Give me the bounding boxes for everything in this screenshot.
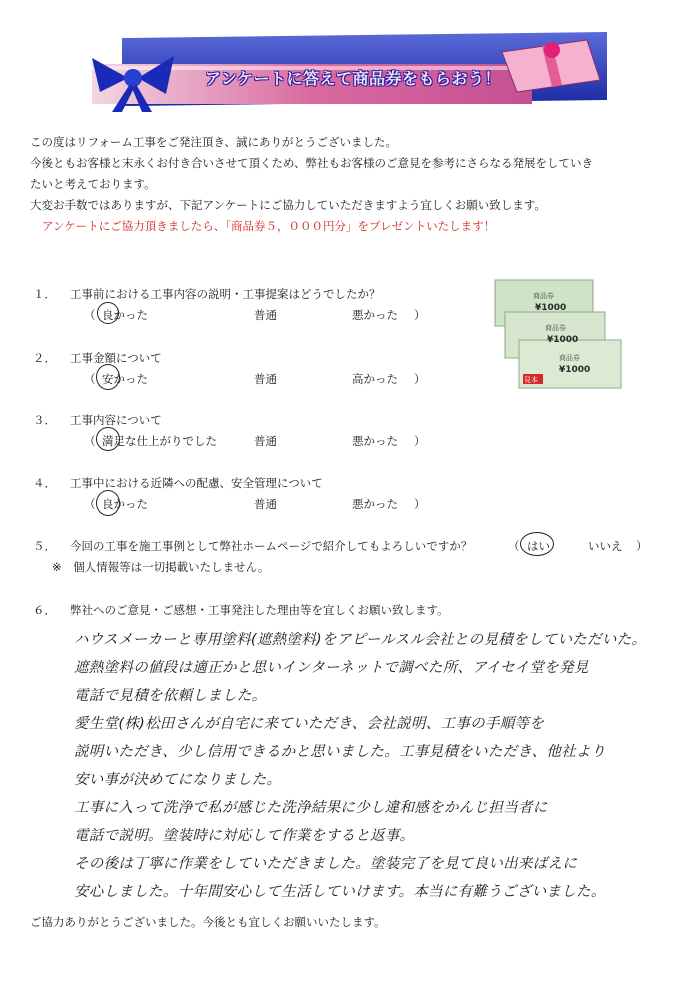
handwritten-line: 安心しました。十年間安心して生活していけます。本当に有難うございました。 bbox=[74, 884, 606, 900]
handwritten-line: 工事に入って洗浄で私が感じた洗浄結果に少し違和感をかんじ担当者に bbox=[74, 800, 548, 816]
q2-answer-circle bbox=[96, 364, 120, 390]
q6-number: ６． bbox=[33, 603, 56, 617]
closing-message: ご協力ありがとうございました。今後とも宜しくお願いいたします。 bbox=[30, 915, 386, 929]
handwritten-line: 電話で見積を依頼しました。 bbox=[74, 688, 267, 704]
q2-number: ２． bbox=[33, 351, 56, 365]
q4-number: ４． bbox=[33, 476, 56, 490]
q1-option-bad[interactable]: 悪かった bbox=[352, 308, 398, 322]
q2-option-cheap[interactable]: 安かった bbox=[102, 372, 148, 386]
q2-option-expensive[interactable]: 高かった bbox=[352, 372, 398, 386]
q5-option-yes[interactable]: はい bbox=[527, 539, 550, 553]
handwritten-line: 説明いただき、少し信用できるかと思いました。工事見積をいただき、他社より bbox=[74, 744, 606, 760]
handwritten-line: 遮熱塗料の値段は適正かと思いインターネットで調べた所、アイセイ堂を発見 bbox=[74, 660, 589, 676]
q3-text: 工事内容について bbox=[70, 413, 162, 427]
q4-option-bad[interactable]: 悪かった bbox=[352, 497, 398, 511]
handwritten-line: 電話で説明。塗装時に対応して作業をすると返事。 bbox=[74, 828, 415, 844]
present-notice: アンケートにご協力頂きましたら、「商品券５，０００円分」をプレゼントいたします！ bbox=[42, 219, 496, 233]
q3-option-bad[interactable]: 悪かった bbox=[352, 434, 398, 448]
svg-text:¥1000: ¥1000 bbox=[559, 365, 591, 375]
banner-title: アンケートに答えて商品券をもらおう！ bbox=[205, 69, 502, 88]
q4-open-paren: （ bbox=[84, 497, 96, 511]
q3-answer-circle bbox=[96, 427, 120, 451]
handwritten-line: 安い事が決めてになりました。 bbox=[74, 772, 282, 788]
intro-line-1: この度はリフォーム工事をご発注頂き、誠にありがとうございました。 bbox=[30, 135, 397, 149]
handwritten-line: 愛生堂(株)松田さんが自宅に来ていただき、会社説明、工事の手順等を bbox=[74, 716, 545, 732]
svg-text:¥1000: ¥1000 bbox=[547, 335, 579, 345]
q5-close-paren: ） bbox=[636, 539, 648, 553]
q1-open-paren: （ bbox=[84, 308, 96, 322]
q1-option-normal[interactable]: 普通 bbox=[254, 308, 277, 322]
q5-privacy-note: ※ 個人情報等は一切掲載いたしません。 bbox=[52, 560, 270, 574]
q1-number: １． bbox=[33, 287, 56, 301]
gift-voucher-image bbox=[493, 278, 623, 390]
q2-text: 工事金額について bbox=[70, 351, 162, 365]
q3-option-normal[interactable]: 普通 bbox=[254, 434, 277, 448]
q4-close-paren: ） bbox=[414, 497, 426, 511]
svg-text:商品券: 商品券 bbox=[545, 324, 566, 332]
handwritten-line: ハウスメーカーと専用塗料(遮熱塗料)をアピールスル会社との見積をしていただいた。 bbox=[74, 632, 647, 648]
q2-option-normal[interactable]: 普通 bbox=[254, 372, 277, 386]
q3-open-paren: （ bbox=[84, 434, 96, 448]
q5-open-paren: （ bbox=[508, 539, 520, 553]
svg-text:商品券: 商品券 bbox=[533, 292, 554, 300]
q5-option-no[interactable]: いいえ bbox=[588, 539, 623, 553]
q1-answer-circle bbox=[97, 302, 119, 324]
q1-option-good[interactable]: 良かった bbox=[102, 308, 148, 322]
intro-line-4: 大変お手数ではありますが、下記アンケートにご協力していただきますよう宜しくお願い致します。 bbox=[30, 198, 546, 212]
q5-answer-circle bbox=[520, 532, 554, 556]
voucher-amount: ¥1000 bbox=[535, 303, 567, 313]
intro-line-2: 今後ともお客様と末永くお付き合いさせて頂くため、弊社もお客様のご意見を参考にさらなる発展をしていき bbox=[30, 156, 594, 170]
q1-close-paren: ） bbox=[414, 308, 426, 322]
handwritten-line: その後は丁寧に作業をしていただきました。塗装完了を見て良い出来ばえに bbox=[74, 856, 578, 872]
q2-close-paren: ） bbox=[414, 372, 426, 386]
intro-line-3: たいと考えております。 bbox=[30, 177, 156, 191]
q1-text: 工事前における工事内容の説明・工事提案はどうでしたか？ bbox=[70, 287, 381, 301]
q2-open-paren: （ bbox=[84, 372, 96, 386]
q4-answer-circle bbox=[96, 490, 120, 516]
q3-option-satisfied[interactable]: 満足な仕上がりでした bbox=[102, 434, 217, 448]
voucher-stamp: 見本 bbox=[524, 376, 538, 384]
q3-number: ３． bbox=[33, 413, 56, 427]
q3-close-paren: ） bbox=[414, 434, 426, 448]
q5-text: 今回の工事を施工事例として弊社ホームページで紹介してもよろしいですか？ bbox=[70, 539, 473, 553]
q4-option-normal[interactable]: 普通 bbox=[254, 497, 277, 511]
voucher-title: 商品券 bbox=[559, 354, 580, 362]
q4-option-good[interactable]: 良かった bbox=[102, 497, 148, 511]
q5-number: ５． bbox=[33, 539, 56, 553]
q4-text: 工事中における近隣への配慮、安全管理について bbox=[70, 476, 323, 490]
q6-text: 弊社へのご意見・ご感想・工事発注した理由等を宜しくお願い致します。 bbox=[70, 603, 449, 617]
